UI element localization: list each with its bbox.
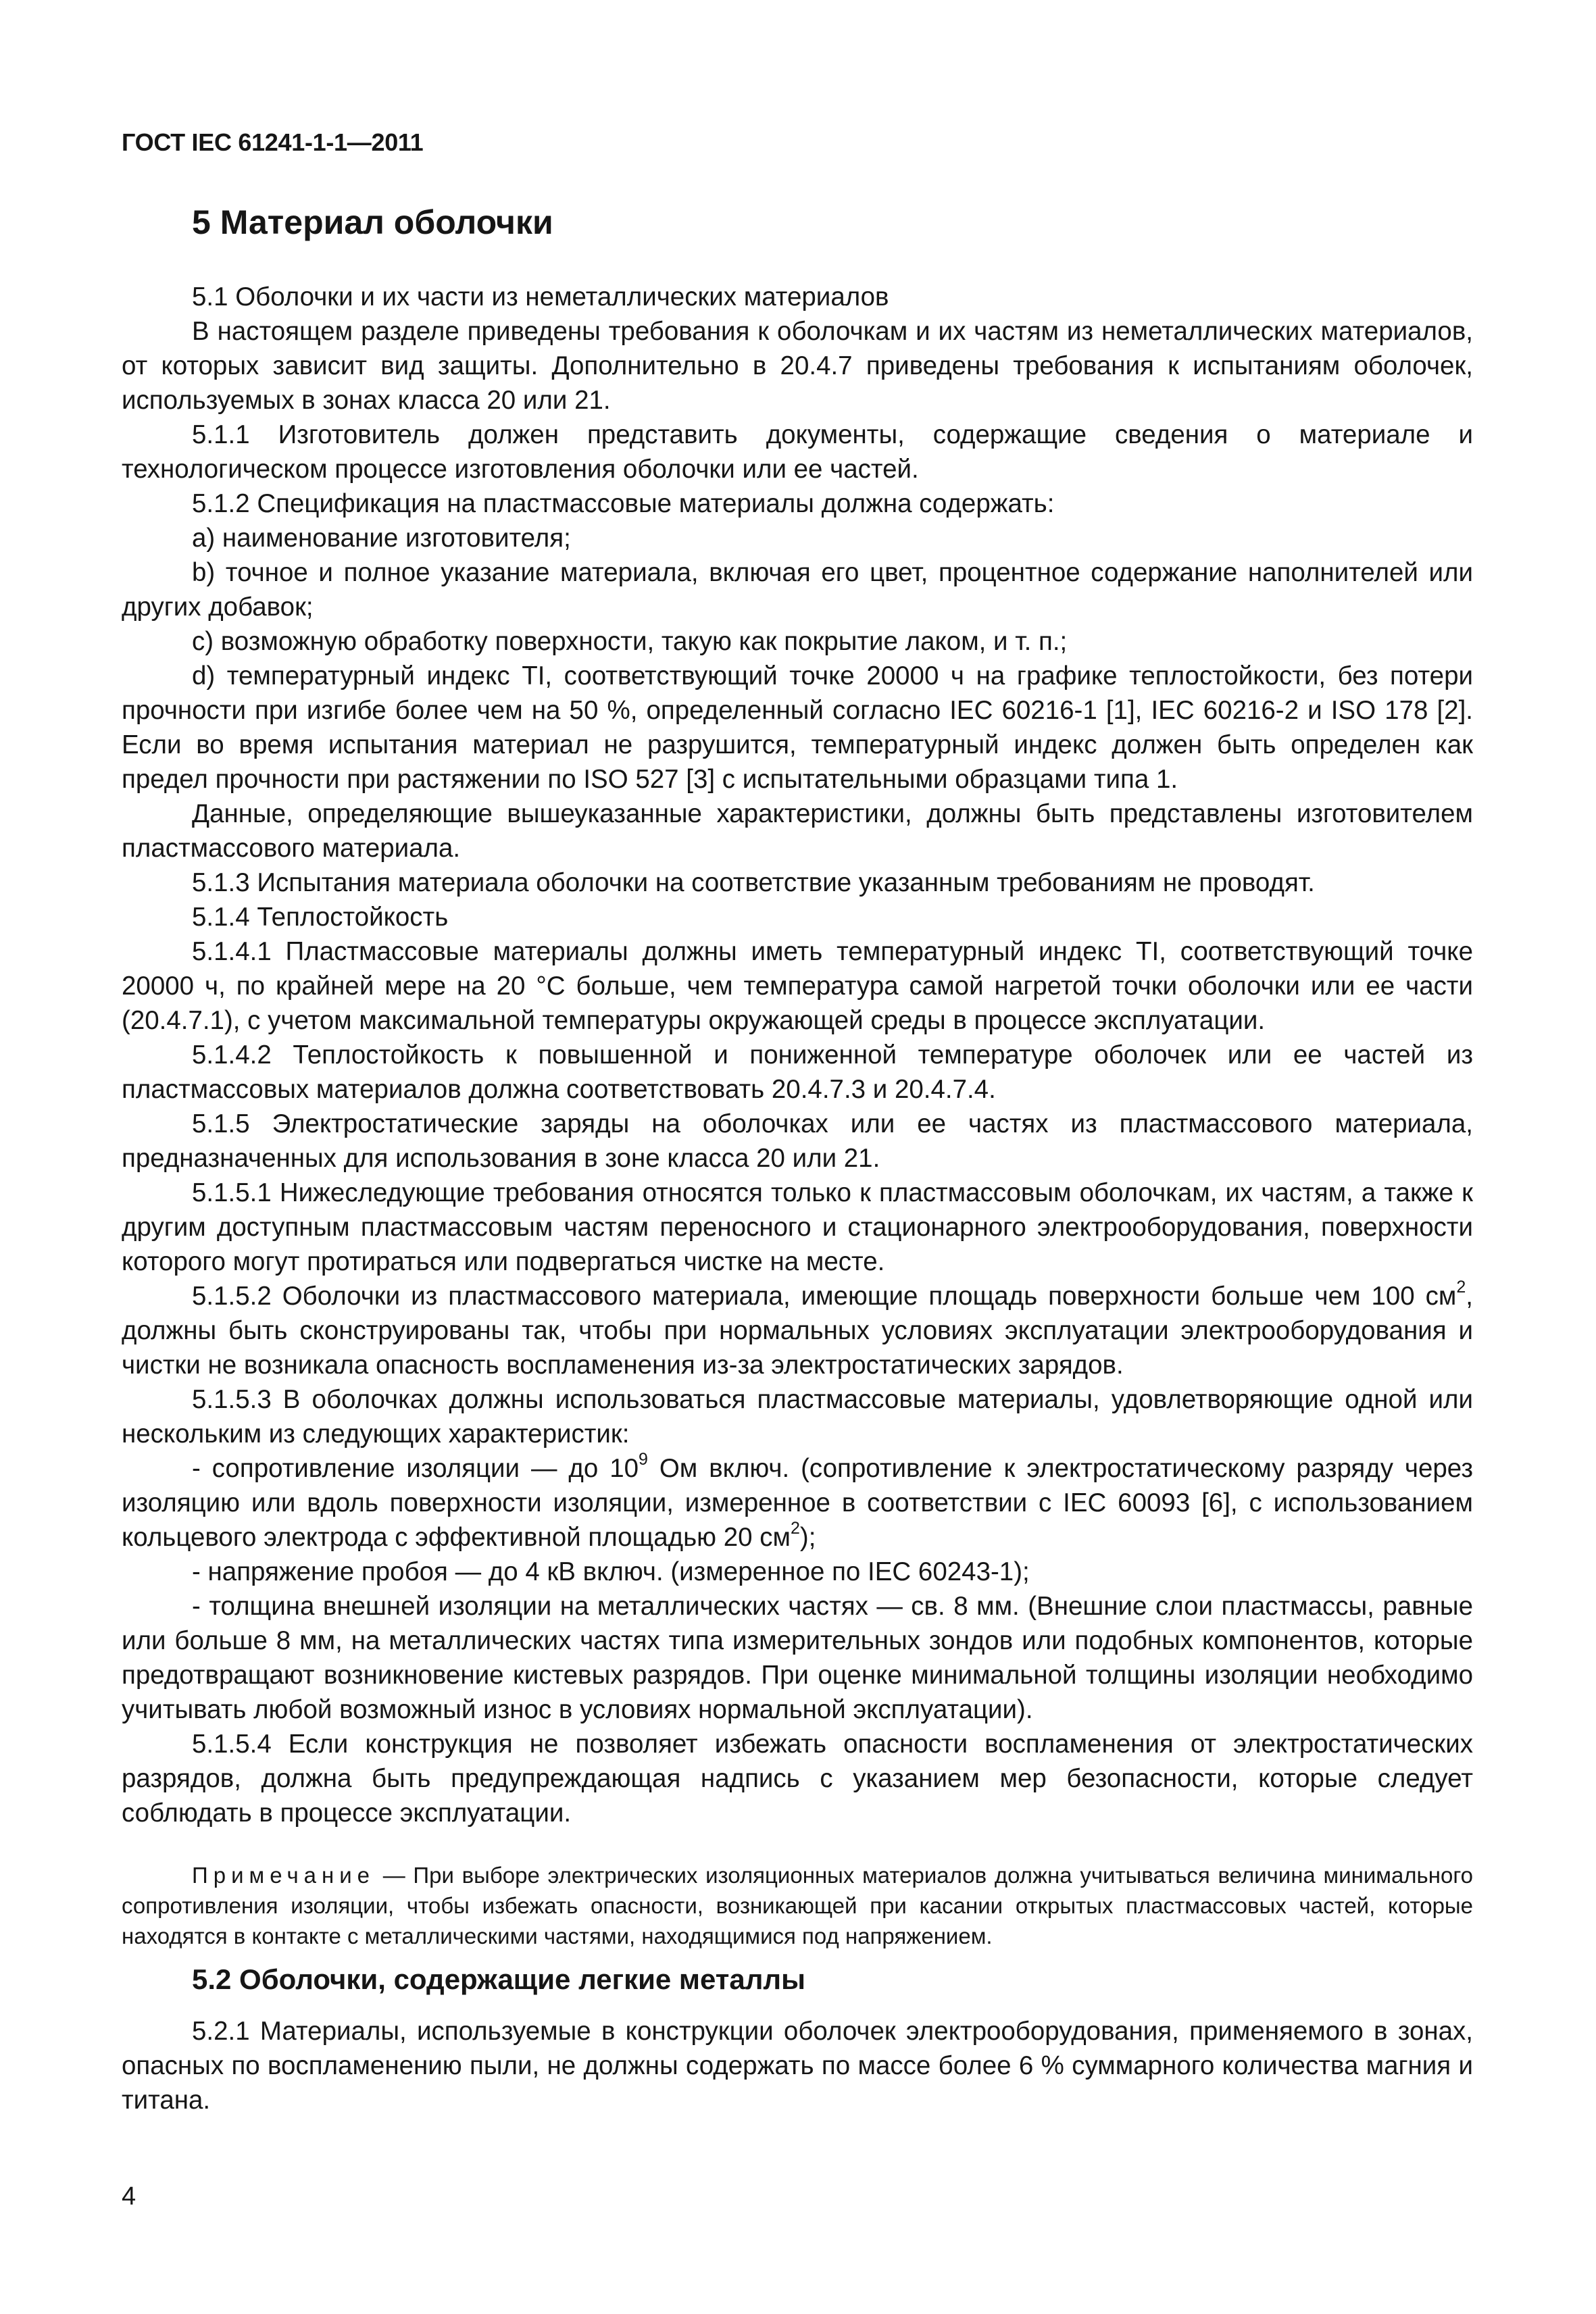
paragraph-text: ); xyxy=(799,1523,816,1552)
note xyxy=(122,1860,1473,1951)
document-code-header: ГОСТ IEC 61241-1-1—2011 xyxy=(122,128,424,156)
paragraph: Данные, определяющие вышеуказанные характеристики, должны быть представлены изготовителем пластмассового материала. xyxy=(122,799,1473,863)
page-number: 4 xyxy=(122,2182,136,2211)
paragraph-5-1-2: 5.1.2 Спецификация на пластмассовые материалы должна содержать: xyxy=(192,489,1055,518)
paragraph-5-1-3: 5.1.3 Испытания материала оболочки на соответствие указанным требованиям не проводят. xyxy=(192,868,1315,897)
paragraph-5-2-1: 5.2.1 Материалы, используемые в конструкции оболочек электрооборудования, применяемого в зонах, опасных по воспламенению пыли, не должны содержать по массе более 6 % суммарного количества магния и титана. xyxy=(122,2017,1473,2115)
paragraph-5-1-4-1: 5.1.4.1 Пластмассовые материалы должны иметь температурный индекс TI, соответствующий точке 20000 ч, по крайней мере на 20 °С больше, чем температура самой нагретой точки оболочки или ее части (20.4.7.1), с учетом максимальной температуры окружающей среды в процессе эксплуатации. xyxy=(122,937,1473,1035)
paragraph-text: Ом включ. (сопротивление к электростатическому разряду через изоляцию или вдоль поверхности изоляции, измеренное в соответствии с IEC 60093 [6], с использованием кольцевого электрода с эффективной площадью 20 см xyxy=(122,1454,1473,1552)
paragraph-5-1-5: 5.1.5 Электростатические заряды на оболочках или ее частях из пластмассового материала, предназначенных для использования в зоне класса 20 или 21. xyxy=(122,1109,1473,1173)
superscript: 2 xyxy=(1456,1278,1466,1297)
document-body xyxy=(122,280,1473,2117)
paragraph-5-1-5-4: 5.1.5.4 Если конструкция не позволяет избежать опасности воспламенения от электростатических разрядов, должна быть предупреждающая надпись с указанием мер безопасности, которые следует соблюдать в процессе эксплуатации. xyxy=(122,1730,1473,1828)
paragraph-5-1-4-2: 5.1.4.2 Теплостойкость к повышенной и пониженной температуре оболочек или ее частей из пластмассовых материалов должна соответствовать 20.4.7.3 и 20.4.7.4. xyxy=(122,1040,1473,1104)
list-item-insulation-thickness: - толщина внешней изоляции на металлических частях — св. 8 мм. (Внешние слои пластмассы, равные или больше 8 мм, на металлических частях типа измерительных зондов или подобных компонентов, которые предотвращают возникновение кистевых разрядов. При оценке минимальной толщины изоляции необходимо учитывать любой возможный износ в условиях нормальной эксплуатации). xyxy=(122,1592,1473,1724)
paragraph-5-1-5-3: 5.1.5.3 В оболочках должны использоваться пластмассовые материалы, удовлетворяющие одной или нескольким из следующих характеристик: xyxy=(122,1385,1473,1449)
list-item-c: с) возможную обработку поверхности, такую как покрытие лаком, и т. п.; xyxy=(192,627,1068,656)
note-prefix: Примечание xyxy=(192,1863,376,1888)
section-title: 5 Материал оболочки xyxy=(192,203,553,241)
paragraph-text: - сопротивление изоляции — до 10 xyxy=(192,1454,639,1483)
list-item-b: b) точное и полное указание материала, включая его цвет, процентное содержание наполнителей или других добавок; xyxy=(122,558,1473,622)
paragraph-5-1-1: 5.1.1 Изготовитель должен представить документы, содержащие сведения о материале и технологическом процессе изготовления оболочки или ее частей. xyxy=(122,420,1473,484)
superscript: 9 xyxy=(639,1450,648,1469)
paragraph-text: , должны быть сконструированы так, чтобы при нормальных условиях эксплуатации электрооборудования и чистки не возникала опасность воспламенения из-за электростатических зарядов. xyxy=(122,1282,1473,1380)
list-item-resistance xyxy=(122,1451,1473,1555)
paragraph-5-1-5-2 xyxy=(122,1279,1473,1382)
paragraph-5-1: 5.1 Оболочки и их части из неметаллических материалов xyxy=(192,282,889,311)
list-item-a: а) наименование изготовителя; xyxy=(192,524,571,553)
list-item-d: d) температурный индекс TI, соответствующий точке 20000 ч на графике теплостойкости, без потери прочности при изгибе более чем на 50 %, определенный согласно IEC 60216-1 [1], IEC 60216-2 и ISO 178 [2]. Если во время испытания материал не разрушится, температурный индекс должен быть определен как предел прочности при растяжении по ISO 527 [3] с испытательными образцами типа 1. xyxy=(122,661,1473,794)
paragraph-5-1-5-1: 5.1.5.1 Нижеследующие требования относятся только к пластмассовым оболочкам, их частям, а также к другим доступным пластмассовым частям переносного и стационарного электрооборудования, поверхности которого могут протираться или подвергаться чистке на месте. xyxy=(122,1178,1473,1276)
paragraph-5-1-4: 5.1.4 Теплостойкость xyxy=(192,903,449,932)
subsection-title: 5.2 Оболочки, содержащие легкие металлы xyxy=(192,1963,805,1995)
superscript: 2 xyxy=(790,1519,800,1538)
paragraph: В настоящем разделе приведены требования к оболочкам и их частям из неметаллических материалов, от которых зависит вид защиты. Дополнительно в 20.4.7 приведены требования к испытаниям оболочек, используемых в зонах класса 20 или 21. xyxy=(122,317,1473,415)
paragraph-text: 5.1.5.2 Оболочки из пластмассового материала, имеющие площадь поверхности больше чем 100 см xyxy=(192,1282,1457,1311)
list-item-breakdown-voltage: - напряжение пробоя — до 4 кВ включ. (измеренное по IEC 60243-1); xyxy=(192,1557,1030,1586)
note-text: — При выборе электрических изоляционных материалов должна учитываться величина минимального сопротивления изоляции, чтобы избежать опасности, возникающей при касании открытых пластмассовых частей, которые находятся в контакте с металлическими частями, находящимися под напряжением. xyxy=(122,1863,1473,1948)
